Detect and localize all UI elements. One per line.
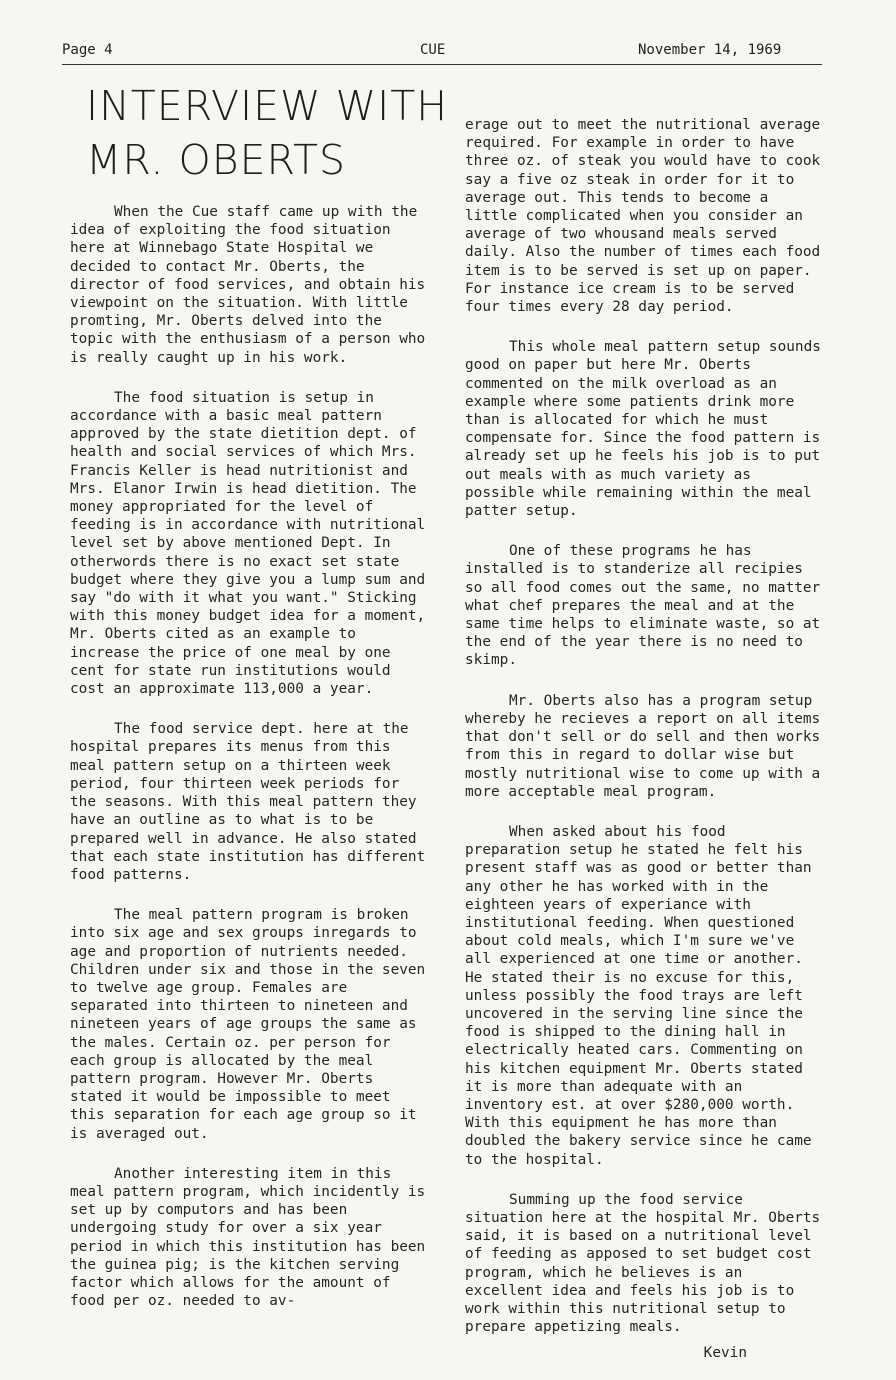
article-column-left xyxy=(70,203,426,1310)
page-number: Page 4 xyxy=(62,42,113,58)
paragraph: The meal pattern program is broken into six age and sex groups inregards to age and proportion of nutrients needed. Children under six and those in the seven to twelve age group. Females are separated into thirteen to nineteen and nineteen years of age groups the same as the males. Certain oz. per person for each group is allocated by the meal pattern program. However Mr. Oberts stated it would be impossible to meet this separation for each age group so it is averaged out. xyxy=(70,907,426,1142)
article-title-line-2: MR. OBERTS xyxy=(86,136,347,184)
paragraph: This whole meal pattern setup sounds good on paper but here Mr. Oberts commented on the milk overload as an example where some patients drink more than is allocated for which he must compensate for. Since the food pattern is already set up he feels his job is to put out meals with as much variety as possible while remaining within the meal patter setup. xyxy=(465,339,821,520)
paragraph: The food situation is setup in accordance with a basic meal pattern approved by the state dietition dept. of health and social services of which Mrs. Francis Keller is head nutritionist and Mrs. Elanor Irwin is head dietition. The money appropriated for the level of feeding is in accordance with nutritional level set by above mentioned Dept. In otherwords there is no exact set state budget where they give you a lump sum and say "do with it what you want." Sticking with this money budget idea for a moment, Mr. Oberts cited as an example to increase the price of one meal by one cent for state run institutions would cost an approximate 113,000 a year. xyxy=(70,389,426,698)
paragraph: When the Cue staff came up with the idea of exploiting the food situation here at Winnebago State Hospital we decided to contact Mr. Oberts, the director of food services, and obtain his viewpoint on the situation. With little promting, Mr. Oberts delved into the topic with the enthusiasm of a person who is really caught up in his work. xyxy=(70,204,426,366)
publication-name: CUE xyxy=(420,42,446,58)
paragraph: When asked about his food preparation setup he stated he felt his present staff was as good or better than any other he has worked with in the eighteen years of experiance with institutional feeding. When questioned about cold meals, which I'm sure we've all experienced at one time or another. He stated their is no excuse for this, unless possibly the food trays are left uncovered in the serving line since the food is shipped to the dining hall in electrically heated cars. Commenting on his kitchen equipment Mr. Oberts stated it is more than adequate with an inventory est. at over $280,000 worth. With this equipment he has more than doubled the bakery service since he came to the hospital. xyxy=(465,823,812,1168)
paragraph: One of these programs he has installed is to standerize all recipies so all food comes out the same, no matter what chef prepares the meal and at the same time helps to eliminate waste, so at the end of the year there is no need to skimp. xyxy=(465,543,821,669)
author-signature: Kevin xyxy=(703,1345,747,1362)
paragraph: Mr. Oberts also has a program setup whereby he recieves a report on all items that don't sell or do sell and then works from this in regard to dollar wise but mostly nutritional wise to come up with a more acceptable meal program. xyxy=(465,692,821,800)
issue-date: November 14, 1969 xyxy=(638,42,782,58)
article-column-right xyxy=(465,116,825,1363)
paragraph: Summing up the food service situation here at the hospital Mr. Oberts said, it is based on a nutritional level of feeding as apposed to set budget cost program, which he believes is an excellent idea and feels his job is to work within this nutritional setup to prepare appetizing meals. xyxy=(465,1191,821,1336)
paragraph: erage out to meet the nutritional average required. For example in order to have three oz. of steak you would have to cook say a five oz steak in order for it to average out. This tends to become a little complicated when you consider an average of two whousand meals served daily. Also the number of times each food item is to be served is set up on paper. For instance ice cream is to be served four times every 28 day period. xyxy=(465,117,821,316)
paragraph: The food service dept. here at the hospital prepares its menus from this meal pattern setup on a thirteen week period, four thirteen week periods for the seasons. With this meal pattern they have an outline as to what is to be prepared well in advance. He also stated that each state institution has different food patterns. xyxy=(70,721,426,883)
paragraph: Another interesting item in this meal pattern program, which incidently is set up by computors and has been undergoing study for over a six year period in which this institution has been the guinea pig; is the kitchen serving factor which allows for the amount of food per oz. needed to av- xyxy=(70,1165,426,1310)
header-rule xyxy=(62,64,822,65)
article-title-line-1: INTERVIEW WITH xyxy=(86,82,449,130)
